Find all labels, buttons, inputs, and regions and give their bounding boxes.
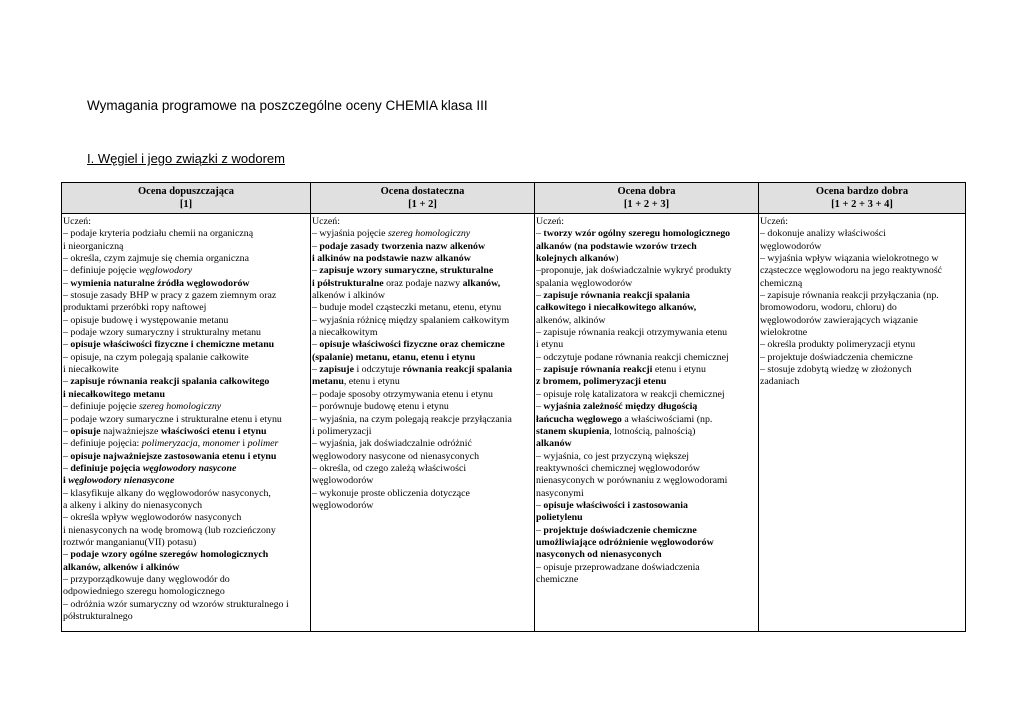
requirement-text: – wyjaśnia, jak doświadczalnie odróżnić bbox=[312, 438, 472, 450]
requirement-text: alkenów i alkinów bbox=[312, 290, 385, 302]
requirement-text: wielokrotne bbox=[760, 327, 808, 339]
requirement-text: – przyporządkowuje dany węglowodór do bbox=[63, 573, 230, 585]
requirement-line bbox=[63, 327, 309, 339]
requirement-text: zapisuje bbox=[319, 364, 354, 376]
requirement-text: – wyjaśnia, na czym polegają reakcje przyłączania bbox=[312, 413, 512, 425]
requirement-line bbox=[760, 364, 964, 376]
grade-name: Ocena dostateczna bbox=[380, 186, 465, 197]
requirement-text: – bbox=[63, 277, 71, 289]
requirement-text: alkanów bbox=[536, 438, 572, 450]
requirement-text: i niecałkowite bbox=[63, 364, 119, 376]
requirement-text: opisuje bbox=[70, 425, 101, 437]
requirement-text: odpowiedniego szeregu homologicznego bbox=[63, 586, 225, 598]
requirement-line bbox=[63, 241, 309, 253]
requirement-text: – porównuje budowę etenu i etynu bbox=[312, 401, 449, 413]
requirement-line bbox=[63, 611, 309, 623]
requirement-line bbox=[312, 488, 533, 500]
requirement-text: – bbox=[312, 339, 320, 351]
requirement-text: i bbox=[239, 438, 248, 450]
requirement-text: węglowodory nasycone od nienasyconych bbox=[312, 450, 480, 462]
requirement-text: opisuje właściwości fizyczne oraz chemiczne bbox=[319, 339, 505, 351]
requirement-text: zapisuje wzory sumaryczne, strukturalne bbox=[319, 265, 494, 277]
requirement-line bbox=[536, 265, 757, 277]
requirement-text: podaje zasady tworzenia nazw alkenów bbox=[319, 240, 486, 252]
requirement-line bbox=[63, 549, 309, 561]
requirement-line bbox=[536, 438, 757, 450]
requirement-text: węglowodorów bbox=[312, 475, 374, 487]
requirement-line bbox=[312, 315, 533, 327]
grade-score: [1 + 2 + 3] bbox=[623, 199, 670, 210]
requirement-text: – bbox=[536, 401, 544, 413]
requirement-line bbox=[312, 241, 533, 253]
requirement-text: – bbox=[312, 240, 320, 252]
requirement-text: – klasyfikuje alkany do węglowodorów nasyconych, bbox=[63, 487, 271, 499]
requirement-line bbox=[760, 339, 964, 351]
requirement-text: Uczeń: bbox=[312, 216, 340, 227]
requirement-text: – wyjaśnia wpływ wiązania wielokrotnego w bbox=[760, 253, 939, 265]
requirement-line bbox=[63, 216, 309, 228]
requirement-line bbox=[536, 500, 757, 512]
requirement-text: etenu i etynu bbox=[652, 364, 706, 376]
requirement-text: węglowodory bbox=[138, 265, 193, 277]
requirement-text: a właściwościami (np. bbox=[621, 413, 713, 425]
requirement-line bbox=[63, 315, 309, 327]
grade-name: Ocena dopuszczająca bbox=[138, 186, 234, 197]
requirement-line bbox=[312, 451, 533, 463]
table-body-row bbox=[62, 214, 966, 632]
requirement-text: opisuje właściwości fizyczne i chemiczne metanu bbox=[70, 339, 275, 351]
requirement-text: i bbox=[63, 475, 69, 487]
requirement-line bbox=[536, 525, 757, 537]
requirement-text: i nieorganiczną bbox=[63, 240, 124, 252]
requirement-line bbox=[312, 253, 533, 265]
requirement-line bbox=[63, 389, 309, 401]
requirement-text: monomer bbox=[202, 438, 240, 450]
requirement-text: opisuje najważniejsze zastosowania etenu i etynu bbox=[70, 450, 277, 462]
requirement-line bbox=[760, 265, 964, 277]
requirement-text: – zapisuje równania reakcji otrzymywania etenu bbox=[536, 327, 728, 339]
requirement-text: i etynu bbox=[536, 339, 564, 351]
requirement-line bbox=[536, 463, 757, 475]
requirement-text: – bbox=[536, 364, 544, 376]
requirement-text: , bbox=[197, 438, 203, 450]
requirement-line bbox=[63, 599, 309, 611]
requirement-text: i polimeryzacji bbox=[312, 425, 372, 437]
requirement-text: , lotnością, palnością) bbox=[609, 425, 696, 437]
requirement-text: wymienia naturalne źródła węglowodorów bbox=[70, 277, 250, 289]
requirement-line bbox=[536, 426, 757, 438]
requirement-text: równania reakcji spalania bbox=[402, 364, 513, 376]
requirement-text: – bbox=[536, 524, 544, 536]
requirement-line bbox=[63, 438, 309, 450]
requirement-text: szereg homologiczny bbox=[387, 228, 471, 240]
requirement-text: – bbox=[63, 462, 71, 474]
requirement-line bbox=[536, 389, 757, 401]
requirement-text: cząsteczce węglowodoru na jego reaktywność bbox=[760, 265, 943, 277]
requirement-text: i odczytuje bbox=[353, 364, 403, 376]
requirement-text: alkanów, alkenów i alkinów bbox=[63, 561, 180, 573]
requirement-text: tworzy wzór ogólny szeregu homologicznego bbox=[543, 228, 731, 240]
header-cell-grade-2 bbox=[311, 183, 535, 214]
requirement-text: – podaje kryteria podziału chemii na organiczną bbox=[63, 228, 254, 240]
requirement-line bbox=[312, 216, 533, 228]
requirement-text: najważniejsze bbox=[100, 425, 161, 437]
requirement-line bbox=[536, 376, 757, 388]
requirement-line bbox=[63, 414, 309, 426]
requirement-text: Uczeń: bbox=[760, 216, 788, 227]
document-title: Wymagania programowe na poszczególne oceny CHEMIA klasa III bbox=[87, 98, 488, 113]
header-cell-grade-1 bbox=[62, 183, 311, 214]
requirement-text: Uczeń: bbox=[63, 216, 91, 227]
header-cell-grade-4 bbox=[759, 183, 966, 214]
requirement-text: zadaniach bbox=[760, 376, 800, 388]
requirement-text: chemiczne bbox=[536, 573, 579, 585]
requirement-text: i półstrukturalne bbox=[312, 277, 384, 289]
requirement-text: nienasyconych w porównaniu z węglowodorami bbox=[536, 475, 728, 487]
requirement-text: zapisuje równania reakcji spalania bbox=[543, 290, 690, 302]
requirement-text: – określa wpływ węglowodorów nasyconych bbox=[63, 512, 242, 524]
requirement-text: ) bbox=[615, 253, 619, 265]
requirement-text: – bbox=[536, 499, 544, 511]
requirement-text: – definiuje pojęcia: bbox=[63, 438, 142, 450]
requirement-line bbox=[312, 302, 533, 314]
grade-score: [1 + 2 + 3 + 4] bbox=[831, 199, 893, 210]
requirement-text: – wykonuje proste obliczenia dotyczące bbox=[312, 487, 470, 499]
requirement-text: polimeryzacja bbox=[141, 438, 198, 450]
requirements-table bbox=[61, 182, 966, 632]
requirement-text: bromowodoru, wodoru, chloru) do bbox=[760, 302, 897, 314]
requirement-line bbox=[536, 290, 757, 302]
requirement-line bbox=[536, 302, 757, 314]
requirement-line bbox=[760, 290, 964, 302]
requirement-line bbox=[63, 586, 309, 598]
requirement-line bbox=[760, 315, 964, 327]
requirement-text: – stosuje zasady BHP w pracy z gazem ziemnym oraz bbox=[63, 290, 277, 302]
requirement-text: węglowodorów bbox=[760, 240, 822, 252]
requirement-text: , etenu i etynu bbox=[343, 376, 400, 388]
requirement-line bbox=[760, 216, 964, 228]
requirements-cell-grade-4 bbox=[759, 214, 966, 632]
grade-name: Ocena dobra bbox=[617, 186, 676, 197]
requirement-text: podaje wzory ogólne szeregów homologicznych bbox=[70, 549, 269, 561]
requirement-text: – podaje wzory sumaryczne i strukturalne etenu i etynu bbox=[63, 413, 282, 425]
requirement-text: – odczytuje podane równania reakcji chemicznej bbox=[536, 351, 729, 363]
requirement-text: a niecałkowitym bbox=[312, 327, 378, 339]
requirement-line bbox=[312, 352, 533, 364]
requirement-text: – bbox=[312, 265, 320, 277]
requirement-text: węglowodorów bbox=[312, 499, 374, 511]
requirement-text: spalania węglowodorów bbox=[536, 277, 633, 289]
requirement-line bbox=[312, 376, 533, 388]
requirement-line bbox=[760, 241, 964, 253]
requirement-text: – bbox=[63, 549, 71, 561]
requirement-line bbox=[312, 228, 533, 240]
requirement-line bbox=[63, 488, 309, 500]
requirement-line bbox=[536, 475, 757, 487]
requirement-text: i alkinów na podstawie nazw alkanów bbox=[312, 253, 471, 265]
requirement-text: – opisuje budowę i występowanie metanu bbox=[63, 314, 229, 326]
requirement-text: zapisuje równania reakcji bbox=[543, 364, 653, 376]
requirement-line bbox=[536, 401, 757, 413]
requirement-text: produktami przeróbki ropy naftowej bbox=[63, 302, 207, 314]
requirement-line bbox=[536, 512, 757, 524]
requirement-text: – dokonuje analizy właściwości bbox=[760, 228, 886, 240]
requirement-line bbox=[63, 562, 309, 574]
requirement-line bbox=[536, 278, 757, 290]
requirement-text: – określa produkty polimeryzacji etynu bbox=[760, 339, 916, 351]
requirement-line bbox=[536, 253, 757, 265]
requirement-text: definiuje pojęcia bbox=[70, 462, 143, 474]
requirement-line bbox=[63, 525, 309, 537]
requirement-line bbox=[63, 376, 309, 388]
requirement-text: – projektuje doświadczenia chemiczne bbox=[760, 351, 913, 363]
requirement-line bbox=[63, 278, 309, 290]
requirement-text: Uczeń: bbox=[536, 216, 564, 227]
requirement-line bbox=[760, 302, 964, 314]
requirement-line bbox=[63, 574, 309, 586]
requirements-cell-grade-3 bbox=[535, 214, 759, 632]
requirement-line bbox=[63, 290, 309, 302]
section-title: I. Węgiel i jego związki z wodorem bbox=[87, 151, 285, 166]
requirement-text: projektuje doświadczenie chemiczne bbox=[543, 524, 697, 536]
requirement-line bbox=[63, 352, 309, 364]
requirement-line bbox=[312, 438, 533, 450]
requirement-line bbox=[760, 327, 964, 339]
requirement-line bbox=[63, 500, 309, 512]
requirement-line bbox=[760, 352, 964, 364]
requirement-text: półstrukturalnego bbox=[63, 611, 133, 622]
requirement-text: a alkeny i alkiny do nienasyconych bbox=[63, 499, 203, 511]
requirement-line bbox=[63, 512, 309, 524]
requirement-line bbox=[312, 327, 533, 339]
requirement-text: – podaje wzory sumaryczny i strukturalny metanu bbox=[63, 327, 261, 339]
requirement-line bbox=[536, 315, 757, 327]
requirement-text: stanem skupienia bbox=[536, 425, 610, 437]
requirement-text: kolejnych alkanów bbox=[536, 253, 616, 265]
requirement-line bbox=[536, 574, 757, 586]
requirement-text: alkenów, alkinów bbox=[536, 314, 606, 326]
requirement-line bbox=[312, 339, 533, 351]
requirement-line bbox=[536, 241, 757, 253]
requirement-text: wyjaśnia zależność między długością bbox=[543, 401, 698, 413]
requirement-text: – definiuje pojęcie bbox=[63, 401, 139, 413]
requirement-text: – wyjaśnia pojęcie bbox=[312, 228, 388, 240]
requirement-text: – opisuje, na czym polegają spalanie całkowite bbox=[63, 351, 249, 363]
requirement-text: nasyconych od nienasyconych bbox=[536, 549, 662, 561]
requirement-line bbox=[536, 327, 757, 339]
requirement-line bbox=[63, 537, 309, 549]
requirement-line bbox=[312, 401, 533, 413]
requirement-text: polietylenu bbox=[536, 512, 583, 524]
grade-score: [1] bbox=[179, 199, 193, 210]
requirement-text: roztwór manganianu(VII) potasu) bbox=[63, 536, 197, 548]
requirement-text: węglowodory nasycone bbox=[142, 462, 237, 474]
requirement-line bbox=[536, 562, 757, 574]
requirement-text: polimer bbox=[247, 438, 279, 450]
requirement-line bbox=[536, 216, 757, 228]
requirement-line bbox=[63, 426, 309, 438]
requirement-text: – wyjaśnia różnicę między spalaniem całkowitym bbox=[312, 314, 510, 326]
requirement-text: – bbox=[312, 364, 320, 376]
requirement-text: węglowodory nienasycone bbox=[68, 475, 175, 487]
requirement-text: i niecałkowitego metanu bbox=[63, 388, 166, 400]
requirement-line bbox=[63, 228, 309, 240]
requirement-line bbox=[536, 364, 757, 376]
requirement-line bbox=[536, 339, 757, 351]
requirement-text: całkowitego i niecałkowitego alkanów, bbox=[536, 302, 697, 314]
requirement-text: – opisuje rolę katalizatora w reakcji chemicznej bbox=[536, 388, 725, 400]
requirement-text: opisuje właściwości i zastosowania bbox=[543, 499, 688, 511]
requirement-text: łańcucha węglowego bbox=[536, 413, 622, 425]
requirement-line bbox=[536, 228, 757, 240]
requirement-text: – wyjaśnia, co jest przyczyną większej bbox=[536, 450, 690, 462]
requirement-line bbox=[312, 426, 533, 438]
requirement-text: – zapisuje równania reakcji przyłączania (np. bbox=[760, 290, 939, 302]
requirement-text: węglowodorów zawierających wiązanie bbox=[760, 314, 918, 326]
requirement-line bbox=[760, 253, 964, 265]
requirement-text: chemiczną bbox=[760, 277, 803, 289]
requirement-text: z bromem, polimeryzacji etenu bbox=[536, 376, 667, 388]
requirement-text: szereg homologiczny bbox=[138, 401, 222, 413]
requirement-text: –proponuje, jak doświadczalnie wykryć produkty bbox=[536, 265, 732, 277]
requirement-line bbox=[312, 414, 533, 426]
requirement-line bbox=[63, 339, 309, 351]
requirements-cell-grade-2 bbox=[311, 214, 535, 632]
requirement-text: – stosuje zdobytą wiedzę w złożonych bbox=[760, 364, 912, 376]
requirement-line bbox=[760, 228, 964, 240]
table-header-row bbox=[62, 183, 966, 214]
requirement-line bbox=[63, 463, 309, 475]
requirement-text: metanu bbox=[312, 376, 344, 388]
requirement-text: – określa, od czego zależą właściwości bbox=[312, 462, 467, 474]
requirement-text: – podaje sposoby otrzymywania etenu i etynu bbox=[312, 388, 493, 400]
requirement-text: zapisuje równania reakcji spalania całkowitego bbox=[70, 376, 270, 388]
requirement-line bbox=[63, 265, 309, 277]
requirement-text: – określa, czym zajmuje się chemia organiczna bbox=[63, 253, 249, 265]
requirement-text: oraz podaje nazwy bbox=[383, 277, 463, 289]
requirement-text: – bbox=[63, 450, 71, 462]
requirement-text: i nienasyconych na wodę bromową (lub rozcieńczony bbox=[63, 524, 276, 536]
requirement-line bbox=[63, 401, 309, 413]
requirement-text: alkanów (na podstawie wzorów trzech bbox=[536, 240, 697, 252]
requirement-line bbox=[63, 253, 309, 265]
requirement-text: reaktywności chemicznej węglowodorów bbox=[536, 462, 700, 474]
requirement-line bbox=[760, 278, 964, 290]
requirement-text: – definiuje pojęcie bbox=[63, 265, 139, 277]
requirement-text: – bbox=[63, 425, 71, 437]
grade-score: [1 + 2] bbox=[408, 199, 437, 210]
requirement-text: (spalanie) metanu, etanu, etenu i etynu bbox=[312, 351, 476, 363]
requirement-line bbox=[312, 463, 533, 475]
requirement-text: – buduje model cząsteczki metanu, etenu, etynu bbox=[312, 302, 502, 314]
requirement-text: – opisuje przeprowadzane doświadczenia bbox=[536, 561, 700, 573]
requirement-line bbox=[536, 414, 757, 426]
requirement-line bbox=[63, 451, 309, 463]
requirement-line bbox=[536, 451, 757, 463]
grade-name: Ocena bardzo dobra bbox=[815, 186, 909, 197]
requirement-text: alkanów, bbox=[462, 277, 501, 289]
requirement-text: – odróżnia wzór sumaryczny od wzorów strukturalnego i bbox=[63, 598, 289, 610]
requirement-line bbox=[312, 364, 533, 376]
requirement-line bbox=[312, 290, 533, 302]
requirement-line bbox=[760, 376, 964, 388]
requirement-line bbox=[63, 302, 309, 314]
requirement-line bbox=[536, 488, 757, 500]
requirement-text: – bbox=[536, 228, 544, 240]
requirement-line bbox=[312, 278, 533, 290]
requirement-text: – bbox=[63, 376, 71, 388]
requirement-line bbox=[312, 500, 533, 512]
requirement-line bbox=[536, 352, 757, 364]
requirement-text: umożliwiające odróżnienie węglowodorów bbox=[536, 536, 714, 548]
requirement-text: – bbox=[63, 339, 71, 351]
requirement-text: właściwości etenu i etynu bbox=[160, 425, 267, 437]
requirement-line bbox=[312, 475, 533, 487]
requirement-line bbox=[536, 549, 757, 561]
header-cell-grade-3 bbox=[535, 183, 759, 214]
requirement-line bbox=[63, 475, 309, 487]
requirements-cell-grade-1 bbox=[62, 214, 311, 632]
requirement-line bbox=[312, 265, 533, 277]
requirement-line bbox=[536, 537, 757, 549]
requirement-text: – bbox=[536, 290, 544, 302]
requirement-text: nasyconymi bbox=[536, 487, 584, 499]
requirement-line bbox=[312, 389, 533, 401]
requirement-line bbox=[63, 364, 309, 376]
